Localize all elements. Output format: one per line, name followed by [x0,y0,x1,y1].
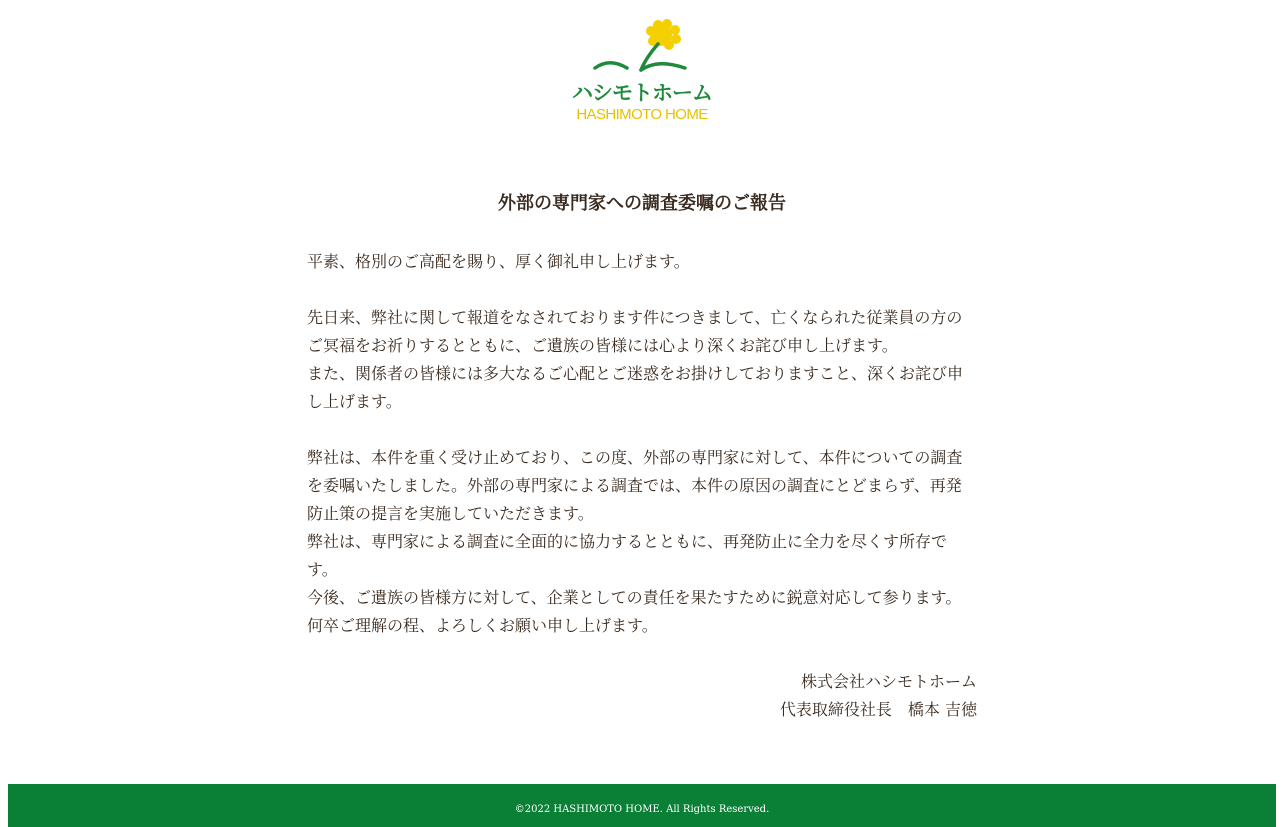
signature-representative: 代表取締役社長 橋本 吉徳 [779,700,977,719]
logo-english-name: HASHIMOTO HOME [576,106,708,123]
company-logo [565,18,719,126]
text-line: 何卒ご理解の程、よろしくお願い申し上げます。 [307,616,658,635]
copyright-text: ©2022 HASHIMOTO HOME. All Rights Reserved. [514,804,770,815]
text-line: 先日来、弊社に関して報道をなされております件につきまして、亡くなられた従業員の方の [307,308,963,327]
footer [8,784,1276,827]
text-line: ご冥福をお祈りするとともに、ご遺族の皆様には心より深くお詫び申し上げます。 [307,336,898,355]
logo-japanese-name: ハシモトホーム [572,81,712,105]
signature-block [640,668,977,724]
signature-company: 株式会社ハシモトホーム [800,672,977,691]
text-line: 防止策の提言を実施していただきます。 [307,504,594,523]
announcement-body [307,248,977,640]
text-line: し上げます。 [307,392,402,411]
text-line: 今後、ご遺族の皆様方に対して、企業としての責任を果たすために鋭意対応して参ります。 [307,588,962,607]
text-line: を委嘱いたしました。外部の専門家による調査では、本件の原因の調査にとどまらず、再発 [307,476,962,495]
text-line: 平素、格別のご高配を賜り、厚く御礼申し上げます。 [307,252,690,271]
text-line: 弊社は、専門家による調査に全面的に協力するとともに、再発防止に全力を尽くす所存で [307,532,948,551]
paragraph-investigation [307,444,977,640]
text-line: 弊社は、本件を重く受け止めており、この度、外部の専門家に対して、本件についての調査 [307,448,963,467]
dandelion-logo-icon [565,18,719,78]
text-line: また、関係者の皆様には多大なるご心配とご迷惑をお掛けしておりますこと、深くお詫び申 [307,364,964,383]
text-line: す。 [307,560,338,579]
page-title: 外部の専門家への調査委嘱のご報告 [498,193,786,215]
paragraph-apology [307,304,977,416]
paragraph-greeting [307,248,977,276]
